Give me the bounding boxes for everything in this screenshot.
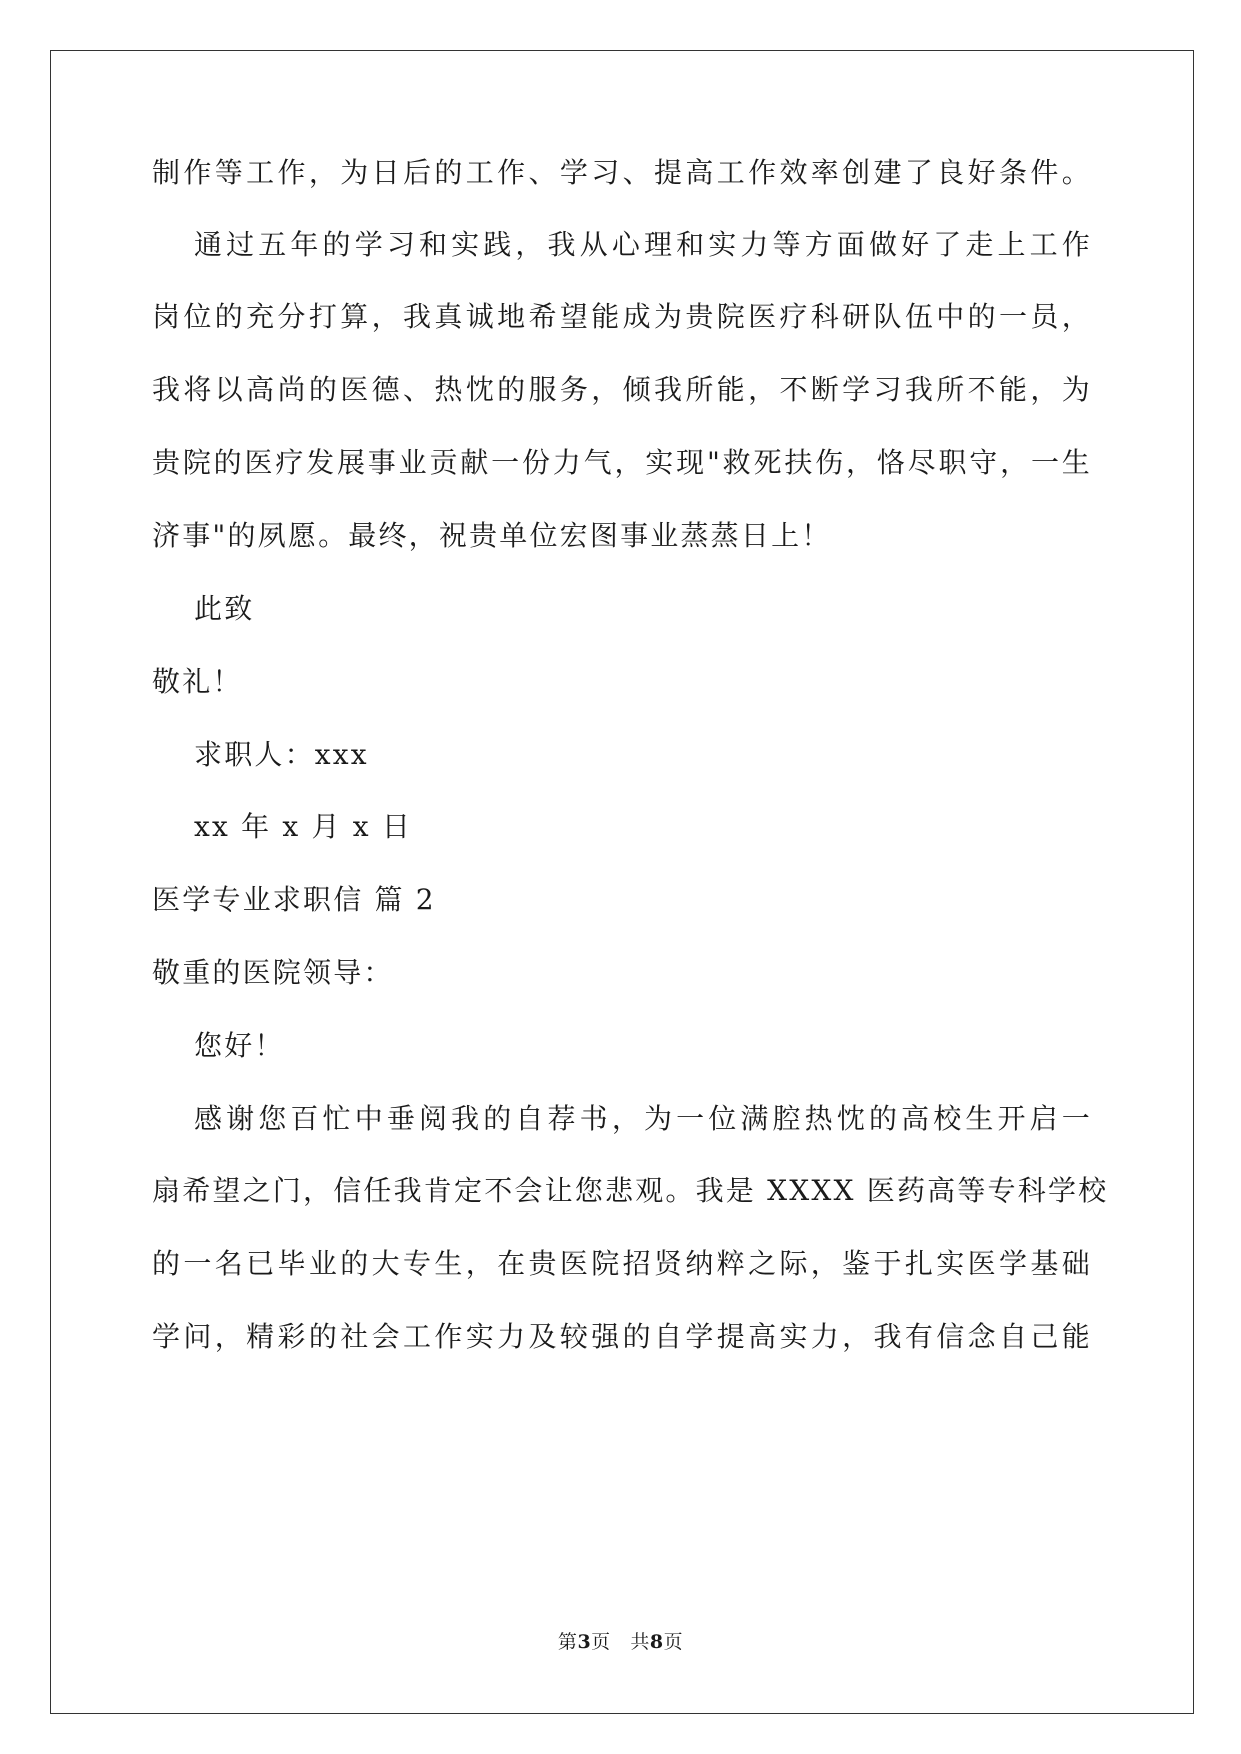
body-line-4: 我将以高尚的医德、热忱的服务，倾我所能，不断学习我所不能，为: [152, 373, 1092, 406]
letter-date: xx 年 x 月 x 日: [194, 810, 413, 843]
greeting: 您好！: [194, 1029, 285, 1062]
footer-prefix: 第: [557, 1631, 578, 1653]
closing-regards: 敬礼！: [152, 665, 243, 698]
body-line-7: 感谢您百忙中垂阅我的自荐书，为一位满腔热忱的高校生开启一: [194, 1102, 1092, 1135]
body-line-1: 制作等工作，为日后的工作、学习、提高工作效率创建了良好条件。: [152, 156, 1092, 189]
footer-total-pages: 8: [649, 1631, 664, 1653]
greeting-recipient: 敬重的医院领导：: [152, 956, 394, 989]
salutation-closing: 此致: [194, 592, 255, 625]
body-line-2: 通过五年的学习和实践，我从心理和实力等方面做好了走上工作: [194, 228, 1092, 261]
footer-page-number: 3: [577, 1631, 592, 1653]
body-line-8: 扇希望之门，信任我肯定不会让您悲观。我是 XXXX 医药高等专科学校: [152, 1174, 1109, 1207]
footer-page-suffix: 页: [591, 1631, 611, 1653]
body-line-5: 贵院的医疗发展事业贡献一份力气，实现"救死扶伤，恪尽职守，一生: [152, 446, 1092, 479]
section-heading: 医学专业求职信 篇 2: [152, 883, 436, 916]
body-line-10: 学问，精彩的社会工作实力及较强的自学提高实力，我有信念自己能: [152, 1320, 1092, 1353]
applicant-name: 求职人：xxx: [194, 738, 369, 771]
footer-total-suffix: 页: [663, 1631, 684, 1653]
body-line-3: 岗位的充分打算，我真诚地希望能成为贵院医疗科研队伍中的一员，: [152, 300, 1092, 333]
body-line-6: 济事"的夙愿。最终，祝贵单位宏图事业蒸蒸日上！: [152, 519, 832, 552]
page-footer: [0, 1630, 1241, 1654]
footer-total-prefix: 共: [630, 1631, 650, 1653]
body-line-9: 的一名已毕业的大专生，在贵医院招贤纳粹之际，鉴于扎实医学基础: [152, 1247, 1092, 1280]
